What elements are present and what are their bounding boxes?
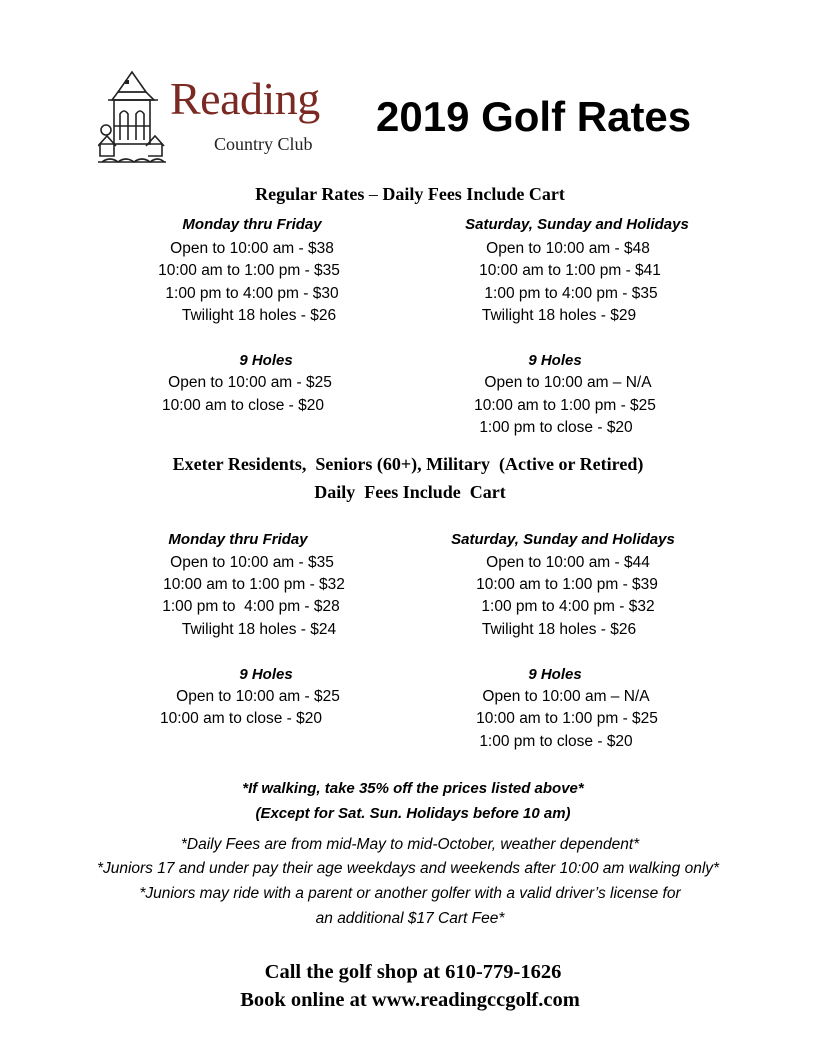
website-line[interactable]: Book online at www.readingccgolf.com xyxy=(240,989,580,1011)
discount-heading-line1: Exeter Residents, Seniors (60+), Military (Active or Retired) xyxy=(172,454,644,474)
footnote: *Daily Fees are from mid-May to mid-October, weather dependent* xyxy=(180,836,640,853)
club-logo xyxy=(98,70,350,166)
discount-weekend-nine-header: 9 Holes xyxy=(528,666,582,683)
regular-weekday-nine-rate: 10:00 am to close - $20 xyxy=(162,397,324,414)
discount-weekday-rate: 1:00 pm to 4:00 pm - $28 xyxy=(162,598,340,615)
discount-weekday-rate: Twilight 18 holes - $24 xyxy=(181,621,337,638)
discount-weekday-header: Monday thru Friday xyxy=(168,531,308,548)
phone-line: Call the golf shop at 610-779-1626 xyxy=(264,961,562,983)
regular-heading-dash: – xyxy=(368,184,378,204)
regular-weekend-nine-rate: 10:00 am to 1:00 pm - $25 xyxy=(474,397,656,414)
regular-weekend-nine-rate: 1:00 pm to close - $20 xyxy=(479,419,633,436)
regular-weekday-rate: Twilight 18 holes - $26 xyxy=(181,307,337,324)
regular-weekend-nine-rate: Open to 10:00 am – N/A xyxy=(484,374,652,391)
regular-weekday-header: Monday thru Friday xyxy=(182,216,322,233)
discount-weekend-nine-rate: 1:00 pm to close - $20 xyxy=(479,733,633,750)
regular-weekday-nine-header: 9 Holes xyxy=(239,352,293,369)
regular-weekday-rate: 1:00 pm to 4:00 pm - $30 xyxy=(165,285,339,302)
discount-weekend-rate: 10:00 am to 1:00 pm - $39 xyxy=(476,576,658,593)
footnote: *Juniors may ride with a parent or another golfer with a valid driver’s license for xyxy=(139,885,681,902)
page-title: 2019 Golf Rates xyxy=(376,93,692,140)
footnote: an additional $17 Cart Fee* xyxy=(315,910,505,927)
regular-weekend-rate: 10:00 am to 1:00 pm - $41 xyxy=(479,262,661,279)
logo-name: Reading xyxy=(170,73,320,124)
discount-weekend-nine-rate: Open to 10:00 am – N/A xyxy=(482,688,650,705)
discount-heading-line2: Daily Fees Include Cart xyxy=(314,482,506,502)
discount-weekend-rate: 1:00 pm to 4:00 pm - $32 xyxy=(481,598,655,615)
regular-weekday-nine-rate: Open to 10:00 am - $25 xyxy=(168,374,332,391)
discount-weekday-rate: 10:00 am to 1:00 pm - $32 xyxy=(163,576,345,593)
logo-subtitle: Country Club xyxy=(214,134,313,154)
footnote: *Juniors 17 and under pay their age weekdays and weekends after 10:00 am walking only* xyxy=(96,860,720,877)
discount-weekday-nine-rate: 10:00 am to close - $20 xyxy=(160,710,322,727)
regular-heading-part2: Daily Fees Include Cart xyxy=(382,184,565,204)
discount-weekend-header: Saturday, Sunday and Holidays xyxy=(451,531,675,548)
regular-weekday-rate: 10:00 am to 1:00 pm - $35 xyxy=(158,262,340,279)
regular-weekend-rate: Open to 10:00 am - $48 xyxy=(486,240,650,257)
regular-weekday-rate: Open to 10:00 am - $38 xyxy=(170,240,334,257)
regular-weekend-rate: Twilight 18 holes - $29 xyxy=(481,307,637,324)
clubhouse-tower-icon xyxy=(98,70,166,166)
discount-weekend-nine-rate: 10:00 am to 1:00 pm - $25 xyxy=(476,710,658,727)
regular-weekend-header: Saturday, Sunday and Holidays xyxy=(465,216,689,233)
regular-rates-heading xyxy=(0,182,816,206)
discount-weekday-nine-header: 9 Holes xyxy=(239,666,293,683)
discount-weekend-rate: Open to 10:00 am - $44 xyxy=(486,554,650,571)
discount-weekend-rate: Twilight 18 holes - $26 xyxy=(481,621,637,638)
regular-heading-part1: Regular Rates xyxy=(255,184,365,204)
walking-note: *If walking, take 35% off the prices listed above* xyxy=(242,780,584,797)
discount-weekday-rate: Open to 10:00 am - $35 xyxy=(170,554,334,571)
discount-weekday-nine-rate: Open to 10:00 am - $25 xyxy=(176,688,340,705)
regular-weekend-nine-header: 9 Holes xyxy=(528,352,582,369)
walking-note-exception: (Except for Sat. Sun. Holidays before 10 am) xyxy=(255,805,571,822)
regular-weekend-rate: 1:00 pm to 4:00 pm - $35 xyxy=(484,285,658,302)
